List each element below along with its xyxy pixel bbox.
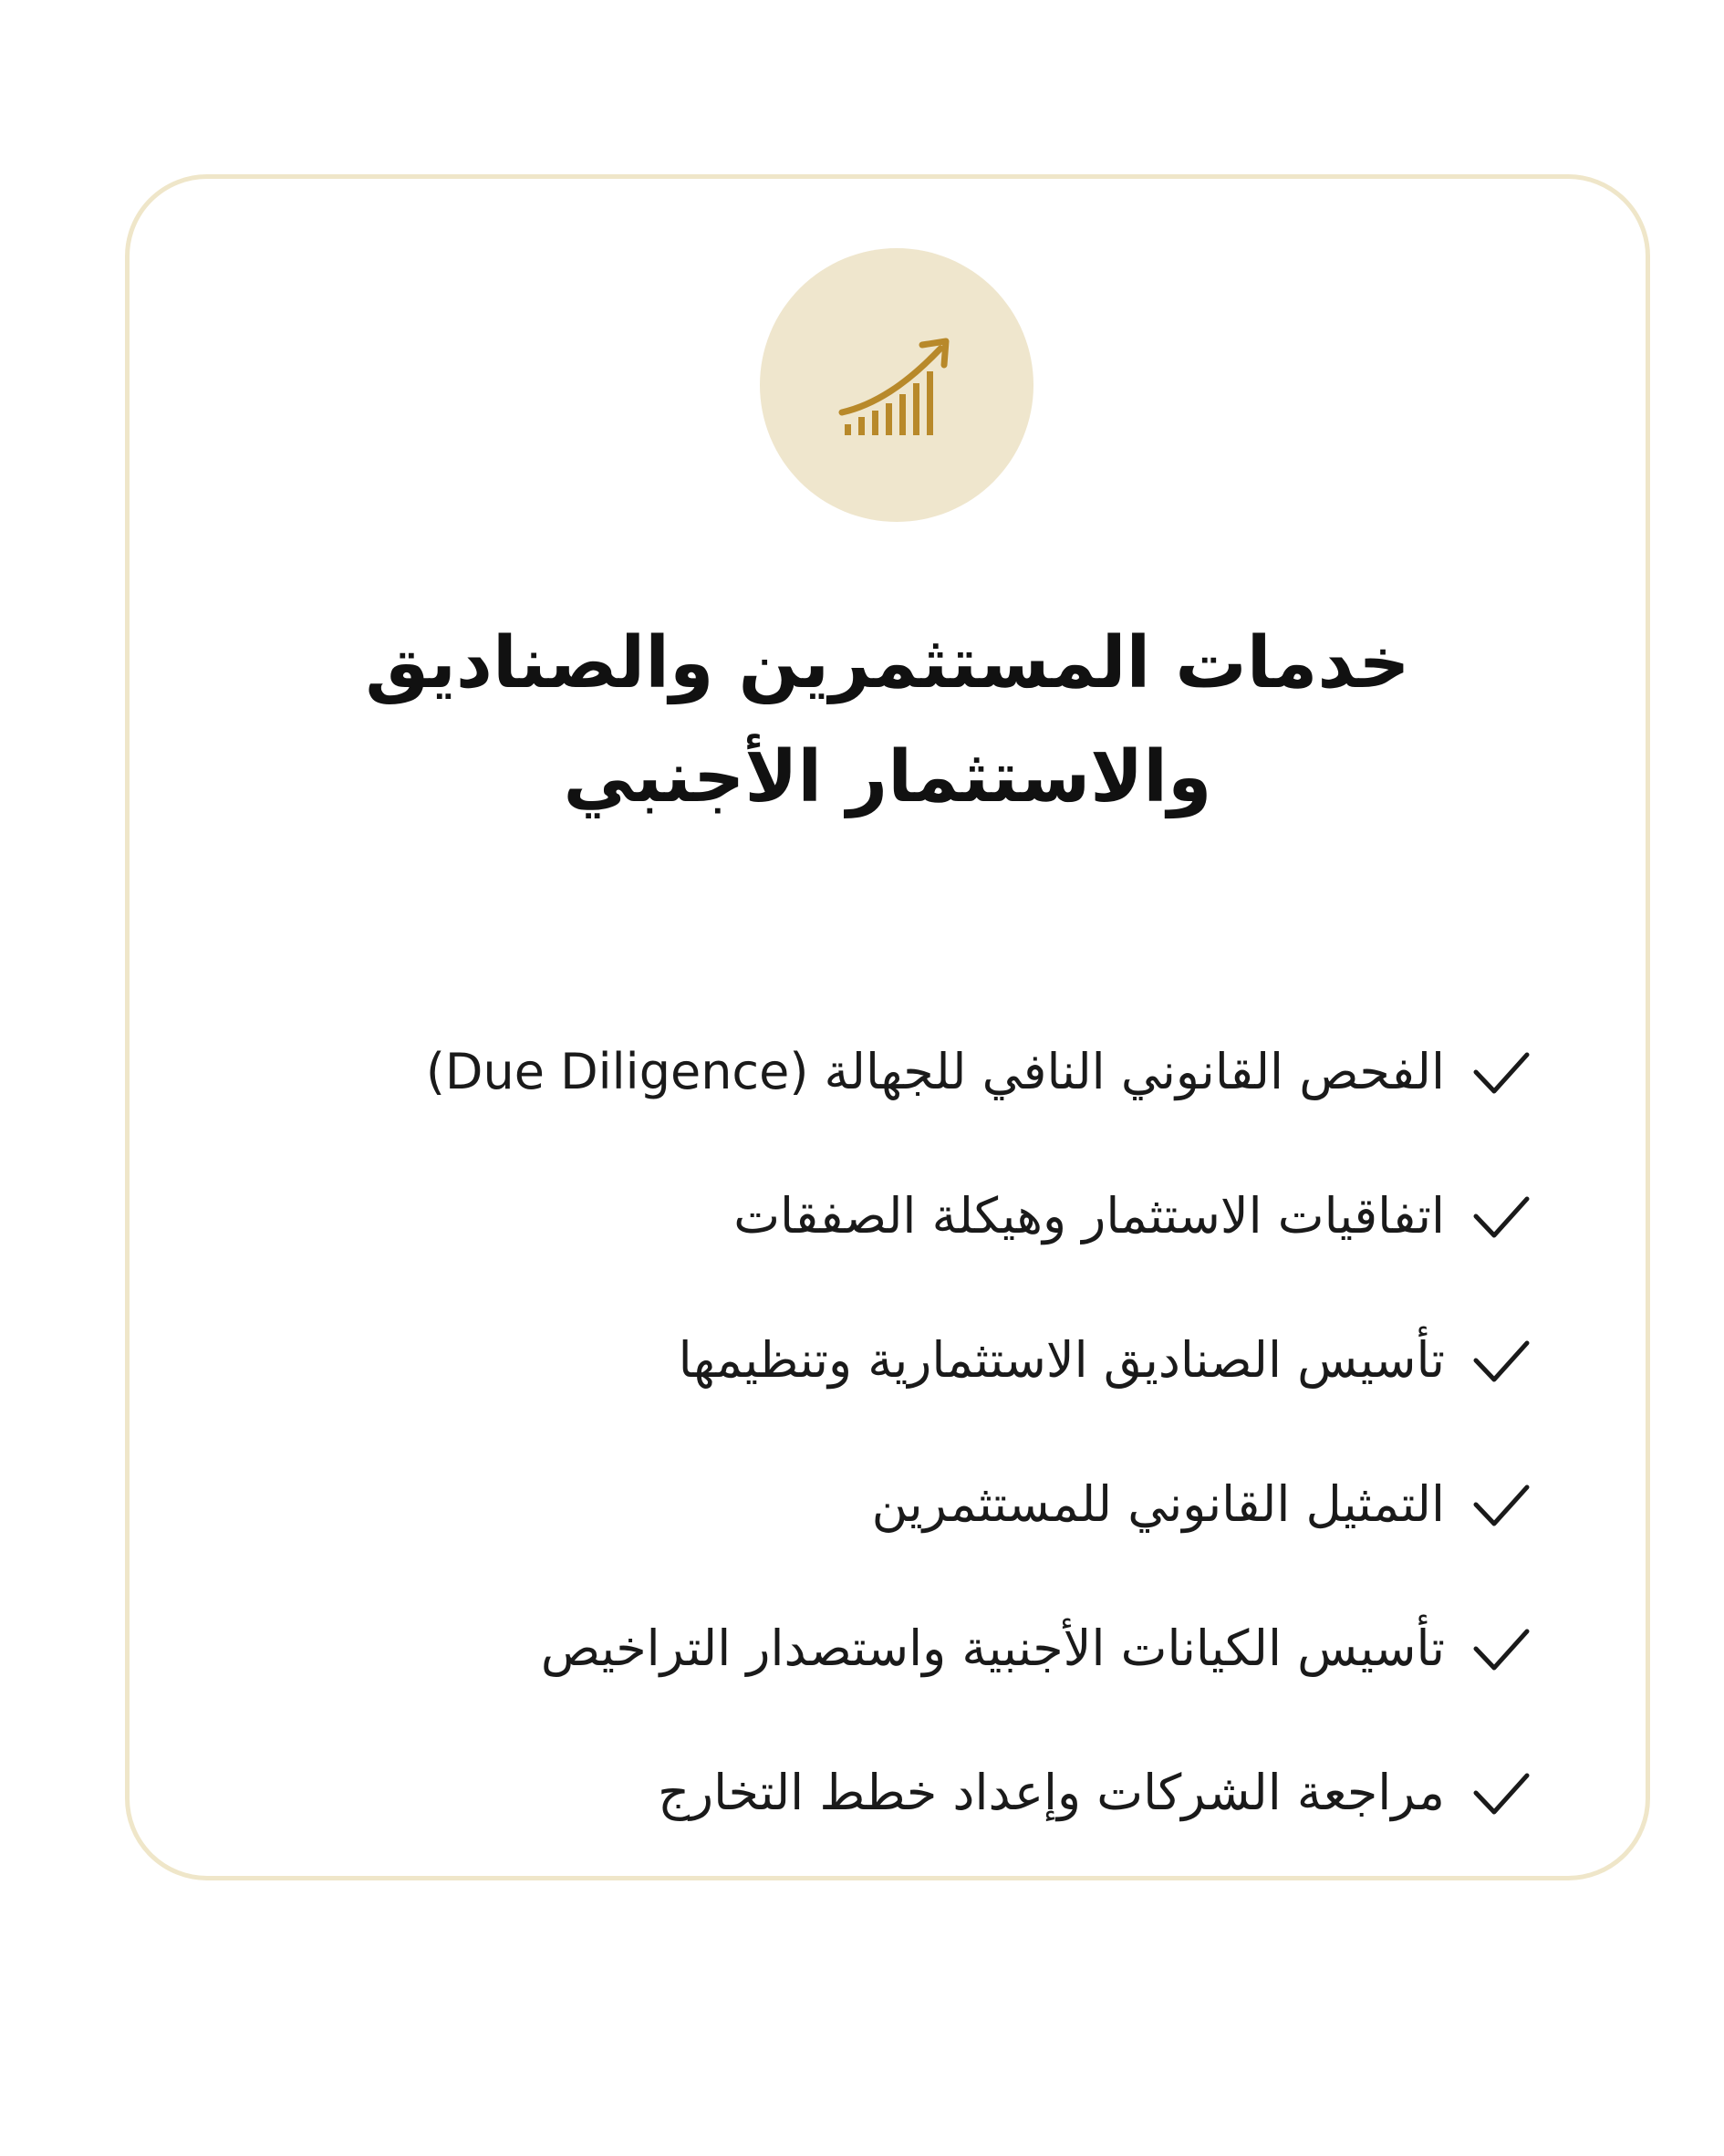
icon-badge: [760, 248, 1033, 522]
check-icon: [1469, 1761, 1532, 1825]
check-icon: [1469, 1184, 1532, 1248]
card-title-line-2: والاستثمار الأجنبي: [563, 736, 1212, 818]
service-label: تأسيس الكيانات الأجنبية واستصدار التراخيص: [540, 1620, 1445, 1677]
services-list: [192, 1000, 1532, 1865]
card-title-line-1: خدمات المستثمرين والصناديق: [365, 622, 1410, 704]
service-item: [192, 1000, 1532, 1144]
service-item: [192, 1721, 1532, 1865]
service-item: [192, 1144, 1532, 1288]
service-label: التمثيل القانوني للمستثمرين: [871, 1475, 1445, 1533]
card-title: [216, 607, 1559, 835]
service-label: تأسيس الصناديق الاستثمارية وتنظيمها: [678, 1331, 1445, 1389]
check-icon: [1469, 1473, 1532, 1536]
service-label: اتفاقيات الاستثمار وهيكلة الصفقات: [733, 1187, 1445, 1245]
check-icon: [1469, 1040, 1532, 1104]
growth-chart-arrow-icon: [833, 321, 961, 449]
service-item: [192, 1288, 1532, 1432]
check-icon: [1469, 1328, 1532, 1392]
service-item: [192, 1432, 1532, 1577]
service-item: [192, 1577, 1532, 1721]
check-icon: [1469, 1617, 1532, 1681]
service-label: الفحص القانوني النافي للجهالة (Due Diligence): [425, 1043, 1445, 1100]
service-label: مراجعة الشركات وإعداد خطط التخارج: [658, 1764, 1445, 1821]
